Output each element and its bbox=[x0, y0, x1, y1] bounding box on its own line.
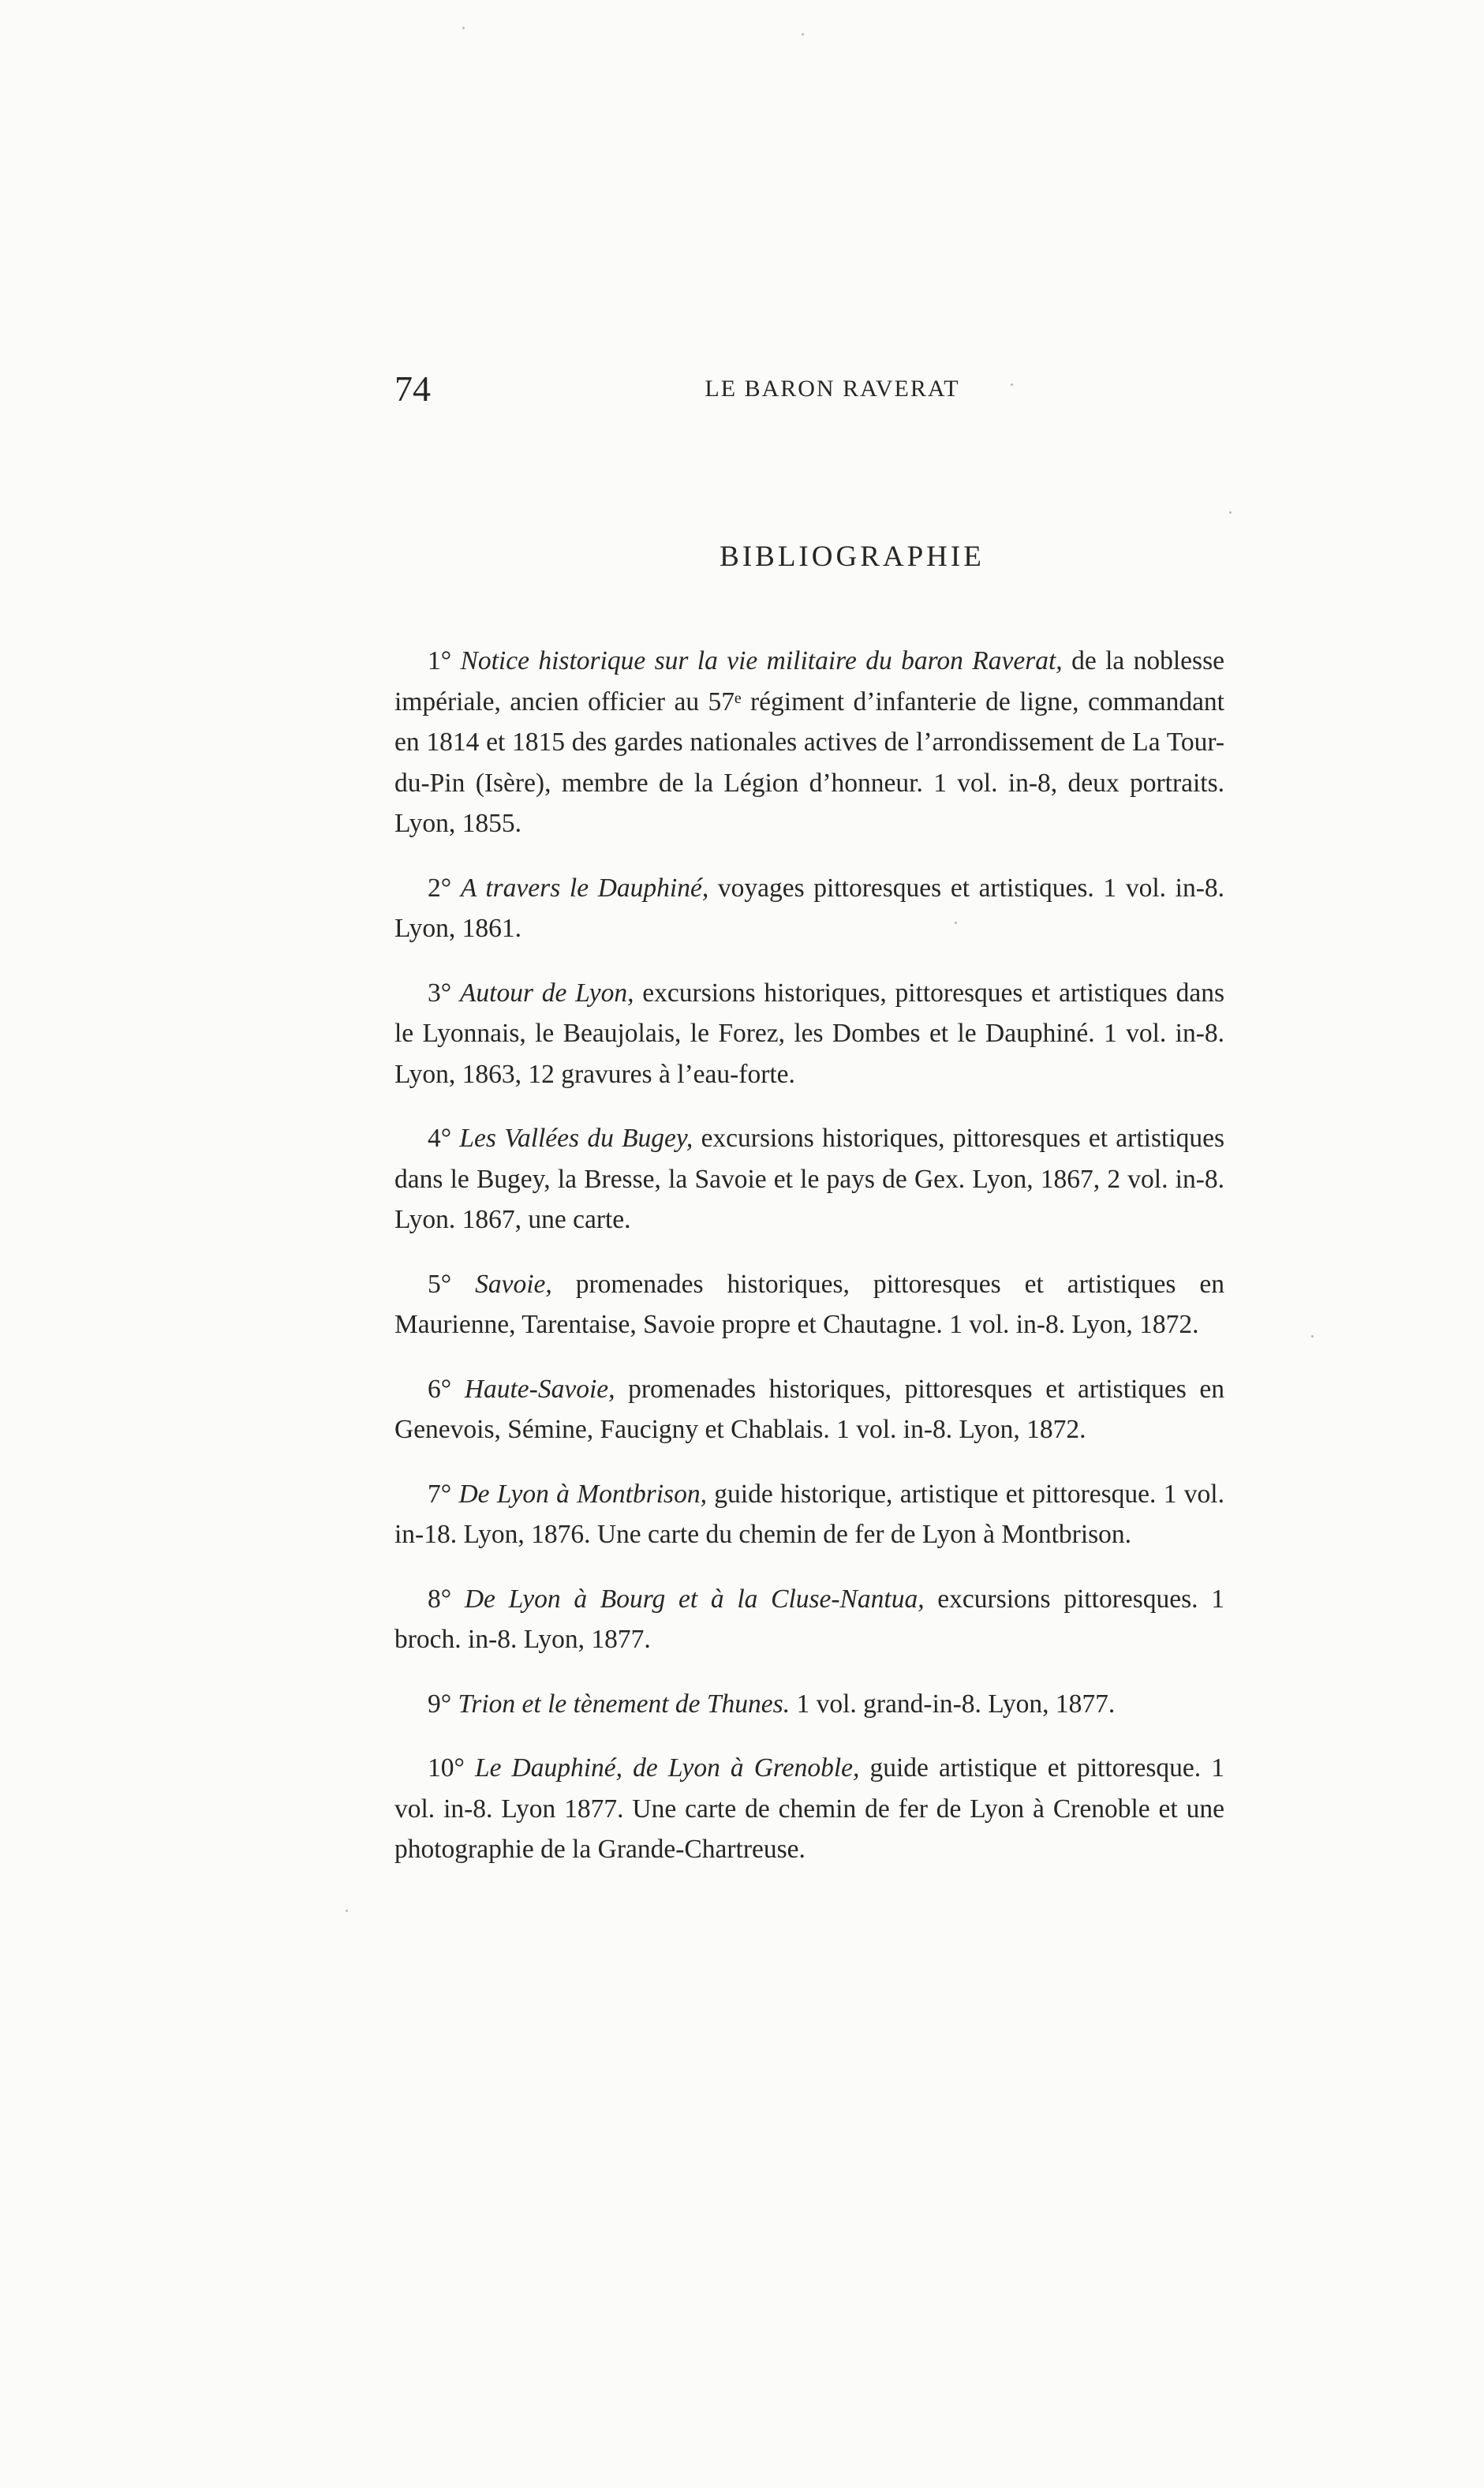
page-number: 74 bbox=[394, 369, 431, 409]
entry-title: Le Dauphiné, de Lyon à Grenoble, bbox=[474, 1753, 860, 1783]
paper-speck bbox=[1011, 383, 1013, 386]
entry-title: Autour de Lyon, bbox=[459, 978, 634, 1008]
entry-number: 2° bbox=[428, 873, 461, 903]
entry-number: 7° bbox=[428, 1479, 459, 1509]
paper-speck bbox=[462, 27, 465, 29]
entry-details: promenades historiques, pittoresques et artistiques en Maurienne, Tarentaise, Savoie propre et Chautagne. 1 vol. in-8. Lyon, 1872. bbox=[394, 1269, 1224, 1339]
bibliography-entry bbox=[394, 1579, 1224, 1660]
paper-speck bbox=[1229, 511, 1232, 514]
entry-title: Haute-Savoie, bbox=[464, 1374, 615, 1404]
bibliography-list bbox=[394, 641, 1224, 1894]
bibliography-entry bbox=[394, 641, 1224, 844]
entry-number: 10° bbox=[428, 1753, 475, 1783]
entry-title: A travers le Dauphiné, bbox=[460, 873, 709, 903]
bibliography-entry bbox=[394, 1118, 1224, 1240]
entry-title: De Lyon à Bourg et à la Cluse-Nantua, bbox=[464, 1584, 925, 1614]
entry-title: Notice historique sur la vie militaire du baron Raverat, bbox=[460, 646, 1063, 675]
entry-number: 3° bbox=[428, 978, 460, 1008]
paper-speck bbox=[1311, 1335, 1314, 1338]
entry-title: Savoie, bbox=[475, 1269, 552, 1299]
bibliography-entry bbox=[394, 868, 1224, 949]
bibliography-entry bbox=[394, 1264, 1224, 1345]
entry-details: voyages pittoresques et artistiques. 1 vol. in-8. Lyon, 1861. bbox=[394, 873, 1224, 943]
entry-title: De Lyon à Montbrison, bbox=[458, 1479, 707, 1509]
entry-number: 9° bbox=[428, 1689, 458, 1719]
entry-details: guide artistique et pittoresque. 1 vol. in-8. Lyon 1877. Une carte de chemin de fer de Lyon à Crenoble et une photographie de la Grande-Chartreuse. bbox=[394, 1753, 1224, 1864]
entry-details: promenades historiques, pittoresques et artistiques en Genevois, Sémine, Faucigny et Chablais. 1 vol. in-8. Lyon, 1872. bbox=[394, 1374, 1224, 1444]
entry-details: guide historique, artistique et pittoresque. 1 vol. in-18. Lyon, 1876. Une carte du chemin de fer de Lyon à Montbrison. bbox=[394, 1479, 1224, 1549]
entry-details: excursions historiques, pittoresques et artistiques dans le Bugey, la Bresse, la Savoie et le pays de Gex. Lyon, 1867, 2 vol. in-8. Lyon. 1867, une carte. bbox=[394, 1124, 1224, 1234]
paper-speck bbox=[955, 922, 957, 924]
entry-details: excursions historiques, pittoresques et artistiques dans le Lyonnais, le Beaujolais, le Forez, les Dombes et le Dauphiné. 1 vol. in-8. Lyon, 1863, 12 gravures à l’eau-forte. bbox=[394, 978, 1224, 1089]
entry-title: Les Vallées du Bugey, bbox=[459, 1124, 693, 1153]
entry-number: 4° bbox=[428, 1124, 460, 1153]
running-title: LE BARON RAVERAT bbox=[705, 376, 960, 402]
section-title: BIBLIOGRAPHIE bbox=[720, 541, 985, 573]
bibliography-entry bbox=[394, 1369, 1224, 1450]
bibliography-entry bbox=[394, 1684, 1224, 1725]
entry-details: excursions pittoresques. 1 broch. in-8. Lyon, 1877. bbox=[394, 1584, 1224, 1654]
entry-number: 8° bbox=[428, 1584, 465, 1614]
entry-number: 6° bbox=[428, 1374, 465, 1404]
entry-number: 5° bbox=[428, 1269, 476, 1299]
bibliography-entry bbox=[394, 973, 1224, 1095]
running-head bbox=[394, 361, 1231, 417]
paper-speck bbox=[802, 33, 804, 36]
bibliography-entry bbox=[394, 1474, 1224, 1555]
bibliography-entry bbox=[394, 1748, 1224, 1870]
entry-details: de la noblesse impériale, ancien officier au 57ᵉ régiment d’infanterie de ligne, commandant en 1814 et 1815 des gardes nationales actives de l’arrondissement de La Tour-du-Pin (Isère), membre de la Légion d’honneur. 1 vol. in-8, deux portraits. Lyon, 1855. bbox=[394, 646, 1224, 838]
entry-details: 1 vol. grand-in-8. Lyon, 1877. bbox=[790, 1689, 1116, 1719]
entry-number: 1° bbox=[428, 646, 461, 675]
entry-title: Trion et le tènement de Thunes. bbox=[458, 1689, 791, 1719]
paper-speck bbox=[346, 1910, 348, 1912]
